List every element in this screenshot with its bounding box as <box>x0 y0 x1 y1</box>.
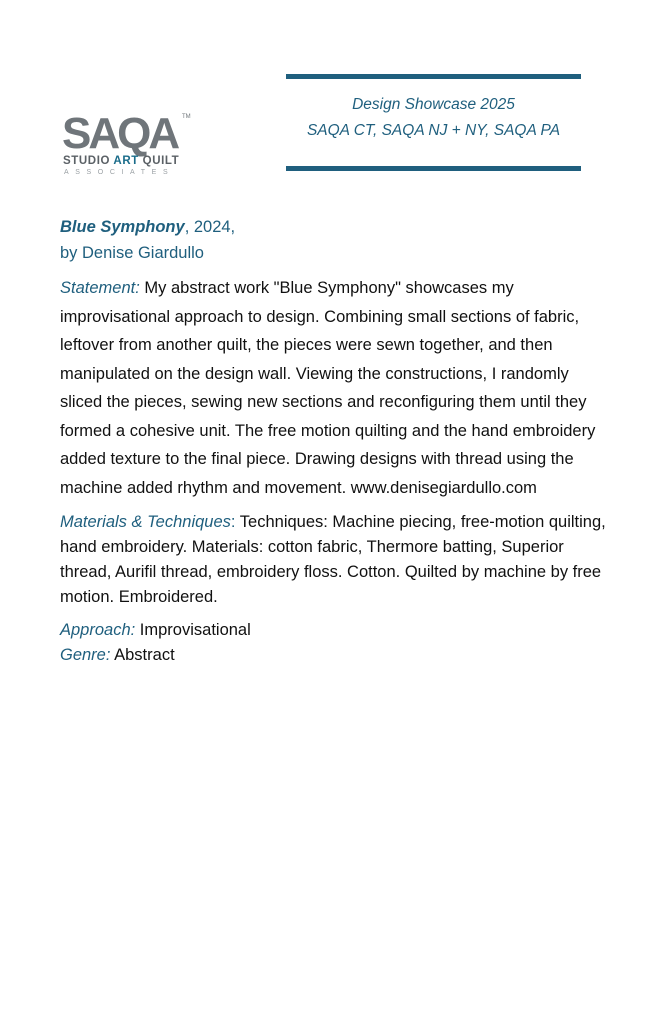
materials-colon: : <box>230 513 236 531</box>
artwork-details <box>60 214 612 668</box>
materials-paragraph <box>60 510 612 610</box>
logo-wordmark: SAQA <box>62 109 178 158</box>
materials-label: Materials & Techniques <box>60 513 231 531</box>
saqa-logo <box>62 109 194 178</box>
header-top-rule <box>286 74 581 79</box>
artwork-title-line <box>60 214 612 240</box>
artwork-title: Blue Symphony <box>60 218 185 236</box>
logo-tagline-accent: ART <box>113 155 139 167</box>
classification <box>60 618 612 668</box>
artist-byline: by Denise Giardullo <box>60 244 204 262</box>
header-bottom-rule <box>286 166 581 171</box>
showcase-title: Design Showcase 2025 <box>352 96 515 113</box>
approach-value: Improvisational <box>135 621 251 639</box>
logo-tagline-end: QUILT <box>138 155 180 167</box>
logo-tagline-start: STUDIO <box>63 155 114 167</box>
logo-subtagline: ASSOCIATES <box>64 169 175 176</box>
genre-label: Genre: <box>60 646 111 664</box>
approach-line <box>60 618 612 643</box>
logo-trademark: TM <box>182 114 191 120</box>
showcase-header <box>286 74 581 172</box>
logo-tagline <box>63 155 179 167</box>
genre-value: Abstract <box>110 646 175 664</box>
statement-paragraph <box>60 274 612 502</box>
statement-label: Statement: <box>60 279 140 297</box>
materials-text: Techniques: Machine piecing, free-motion quilting, hand embroidery. Materials: cotton fabric, Thermore batting, Superior thread, Aurifil thread, embroidery floss. Cotton. Quilted by machine by free motion. Embroidered. <box>60 513 606 606</box>
artwork-year: , 2024, <box>184 218 236 236</box>
genre-line <box>60 643 612 668</box>
artwork-heading <box>60 214 612 266</box>
showcase-regions: SAQA CT, SAQA NJ + NY, SAQA PA <box>306 122 561 139</box>
approach-label: Approach: <box>60 621 136 639</box>
statement-text: My abstract work "Blue Symphony" showcases my improvisational approach to design. Combining small sections of fabric, leftover from another quilt, the pieces were sewn together, and then manipulated on the design wall. Viewing the constructions, I randomly sliced the pieces, sewing new sections and reconfiguring them until they formed a cohesive unit. The free motion quilting and the hand embroidery added texture to the final piece. Drawing designs with thread using the machine added rhythm and movement. www.denisegiardullo.com <box>60 279 596 497</box>
